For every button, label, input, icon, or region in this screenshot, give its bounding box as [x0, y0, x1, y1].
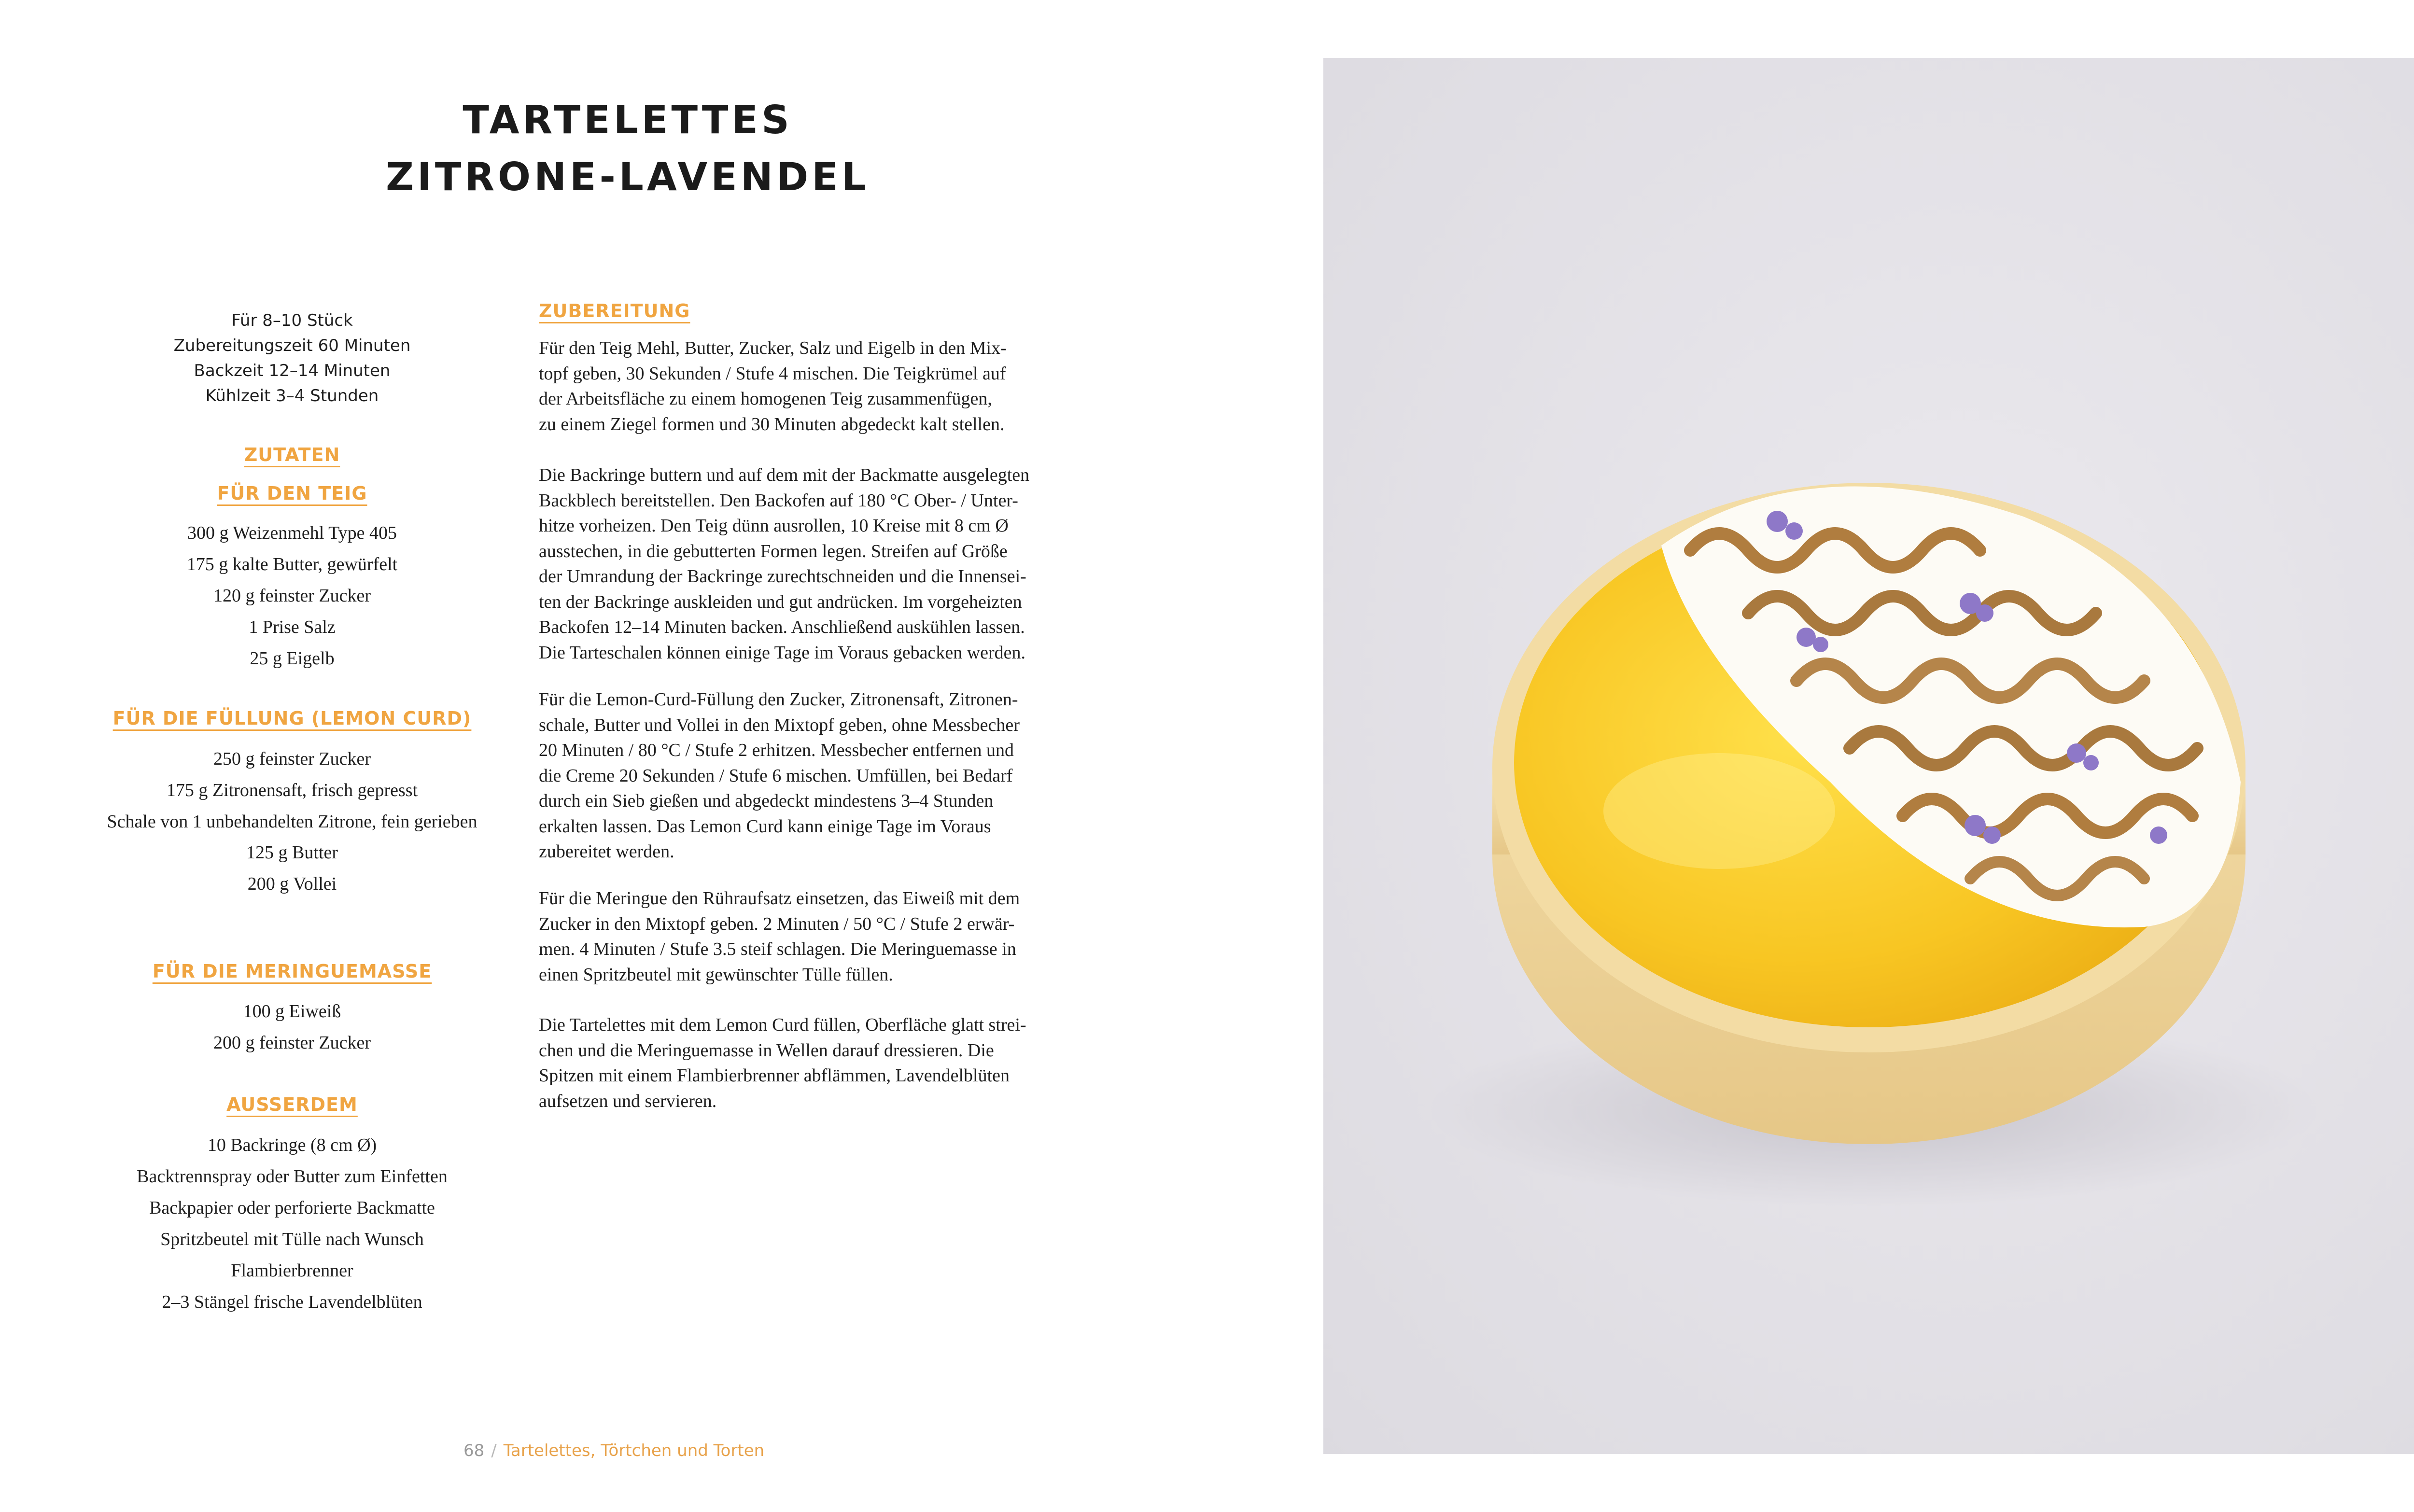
prep-line: topf geben, 30 Sekunden / Stufe 4 mischen. Die Teigkrümel auf: [539, 363, 1006, 384]
meringue-heading: FÜR DIE MERINGUEMASSE: [152, 961, 432, 982]
prep-line: Die Tarteschalen können einige Tage im Voraus gebacken werden.: [539, 642, 1026, 663]
prep-paragraph-1: [539, 336, 1142, 437]
ingredient-item: 175 g Zitronensaft, frisch gepresst: [166, 780, 418, 800]
prep-line: die Creme 20 Sekunden / Stufe 6 mischen. Umfüllen, bei Bedarf: [539, 765, 1013, 786]
prep-line: Spitzen mit einem Flambierbrenner abflämmen, Lavendelblüten: [539, 1065, 1010, 1086]
prep-line: der Umrandung der Backringe zurechtschneiden und die Innensei-: [539, 566, 1026, 587]
ingredient-item: 300 g Weizenmehl Type 405: [187, 523, 397, 543]
prep-line: Für den Teig Mehl, Butter, Zucker, Salz und Eigelb in den Mix-: [539, 338, 1007, 358]
footer-separator: /: [491, 1441, 497, 1460]
prep-line: aufsetzen und servieren.: [539, 1091, 717, 1111]
prep-line: chen und die Meringuemasse in Wellen darauf dressieren. Die: [539, 1040, 994, 1061]
prep-line: Die Backringe buttern und auf dem mit der Backmatte ausgelegten: [539, 465, 1030, 485]
ingredient-item: 100 g Eiweiß: [243, 1001, 341, 1022]
ingredient-item: 200 g feinster Zucker: [213, 1033, 371, 1053]
prep-line: ten der Backringe auskleiden und gut andrücken. Im vorgeheizten: [539, 591, 1022, 612]
ingredient-item: 10 Backringe (8 cm Ø): [207, 1135, 377, 1155]
filling-heading: FÜR DIE FÜLLUNG (LEMON CURD): [112, 708, 472, 729]
section-title: Tartelettes, Törtchen und Torten: [503, 1441, 765, 1460]
prep-line: Zucker in den Mixtopf geben. 2 Minuten / 50 °C / Stufe 2 erwär-: [539, 913, 1015, 934]
ingredient-item: Backpapier oder perforierte Backmatte: [149, 1198, 435, 1218]
ingredients-heading: ZUTATEN: [244, 444, 340, 465]
ingredient-item: 200 g Vollei: [247, 874, 337, 894]
prep-paragraph-5: [539, 1012, 1142, 1114]
ingredient-item: Schale von 1 unbehandelten Zitrone, fein gerieben: [107, 812, 477, 832]
prep-line: zubereitet werden.: [539, 841, 674, 862]
prep-line: Für die Meringue den Rühraufsatz einsetzen, das Eiweiß mit dem: [539, 888, 1020, 909]
prep-line: einen Spritzbeutel mit gewünschter Tülle füllen.: [539, 964, 893, 985]
ingredient-item: Backtrennspray oder Butter zum Einfetten: [137, 1166, 448, 1187]
prep-line: Backofen 12–14 Minuten backen. Anschließend auskühlen lassen.: [539, 617, 1025, 637]
ingredient-item: 175 g kalte Butter, gewürfelt: [186, 554, 398, 574]
ingredient-item: 1 Prise Salz: [249, 617, 336, 637]
chill-time: Kühlzeit 3–4 Stunden: [205, 386, 379, 406]
title-line-1: TARTELETTES: [463, 98, 793, 142]
filling-list: [97, 743, 488, 900]
prep-line: men. 4 Minuten / Stufe 3.5 steif schlagen. Die Meringuemasse in: [539, 939, 1016, 959]
prep-line: Die Tartelettes mit dem Lemon Curd füllen, Oberfläche glatt strei-: [539, 1015, 1026, 1035]
prep-line: erkalten lassen. Das Lemon Curd kann einige Tage im Voraus: [539, 816, 991, 837]
bake-time: Backzeit 12–14 Minuten: [194, 361, 391, 380]
tartelette-photo: [1323, 58, 2414, 1454]
ingredient-item: 25 g Eigelb: [250, 648, 335, 669]
title-line-2: ZITRONE-LAVENDEL: [386, 154, 870, 199]
prep-line: zu einem Ziegel formen und 30 Minuten abgedeckt kalt stellen.: [539, 414, 1005, 434]
ingredient-item: 125 g Butter: [246, 842, 338, 863]
prep-time: Zubereitungszeit 60 Minuten: [173, 336, 411, 355]
additional-heading: AUSSERDEM: [226, 1094, 358, 1115]
ingredient-item: Spritzbeutel mit Tülle nach Wunsch: [160, 1229, 424, 1249]
curd-highlight: [1603, 753, 1835, 869]
prep-paragraph-4: [539, 886, 1142, 987]
ingredient-item: 2–3 Stängel frische Lavendelblüten: [162, 1292, 422, 1312]
prep-line: Für die Lemon-Curd-Füllung den Zucker, Zitronensaft, Zitronen-: [539, 689, 1018, 710]
page-number: 68: [463, 1441, 485, 1460]
dough-heading: FÜR DEN TEIG: [217, 483, 367, 504]
prep-line: hitze vorheizen. Den Teig dünn ausrollen, 10 Kreise mit 8 cm Ø: [539, 516, 1009, 536]
ingredients-column: [97, 0, 488, 1512]
prep-paragraph-3: [539, 687, 1142, 865]
servings: Für 8–10 Stück: [231, 311, 353, 330]
ingredient-item: 120 g feinster Zucker: [213, 586, 371, 606]
meringue-list: [97, 996, 488, 1059]
additional-list: [97, 1130, 488, 1318]
page-footer: [463, 1441, 764, 1460]
prep-line: schale, Butter und Vollei in den Mixtopf geben, ohne Messbecher: [539, 714, 1020, 735]
preparation-heading: ZUBEREITUNG: [539, 300, 690, 322]
dough-list: [97, 518, 488, 674]
prep-line: der Arbeitsfläche zu einem homogenen Teig zusammenfügen,: [539, 389, 992, 409]
prep-line: durch ein Sieb gießen und abgedeckt mindestens 3–4 Stunden: [539, 791, 994, 811]
ingredient-item: 250 g feinster Zucker: [213, 749, 371, 769]
prep-line: Backblech bereitstellen. Den Backofen auf 180 °C Ober- / Unter-: [539, 490, 1018, 511]
prep-line: ausstechen, in die gebutterten Formen legen. Streifen auf Größe: [539, 541, 1008, 561]
ingredient-item: Flambierbrenner: [231, 1260, 353, 1281]
prep-line: 20 Minuten / 80 °C / Stufe 2 erhitzen. Messbecher entfernen und: [539, 740, 1014, 760]
prep-paragraph-2: [539, 462, 1142, 665]
